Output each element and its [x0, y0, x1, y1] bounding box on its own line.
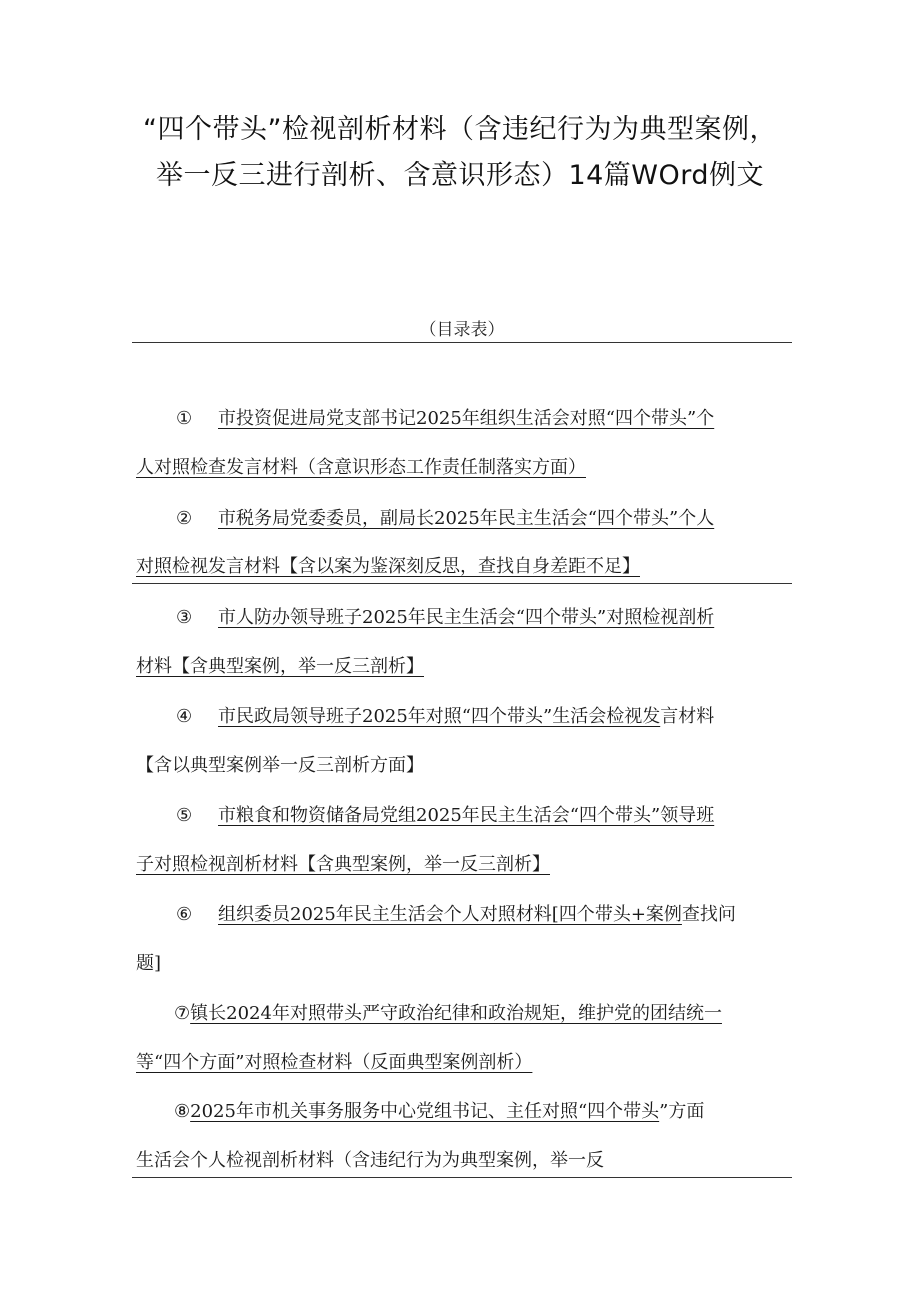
toc-entry-text: 查找问 [681, 904, 736, 925]
section-rule [132, 1177, 792, 1178]
toc-entry-number: ② [176, 508, 193, 529]
toc-entry-1-line-2[interactable] [136, 454, 792, 482]
toc-entry-text: 言材料 [660, 706, 715, 727]
toc-entry-3-line-1[interactable] [136, 604, 792, 632]
section-rule [132, 583, 792, 584]
toc-heading: （目录表） [419, 320, 505, 340]
toc-entry-link[interactable]: 对照检视发言材料【含以案为鉴深刻反思，查找自身差距不足】 [136, 556, 640, 577]
toc-entry-number: ⑧ [174, 1101, 191, 1122]
toc-entry-link[interactable]: 2025年市机关事务服务中心党组书记、主任对照“四个带头 [190, 1101, 660, 1122]
toc-entry-link[interactable]: 市投资促进局党支部书记2025年组织生活会对照“四个带头”个 [218, 408, 715, 429]
toc-entry-number: ① [176, 408, 193, 429]
toc-entry-number: ③ [176, 607, 193, 628]
toc-entry-text: ”方面 [659, 1101, 705, 1122]
toc-entry-4-line-1[interactable] [136, 703, 792, 731]
document-title-line-2: 举一反三进行剖析、含意识形态）14篇WOrd例文 [155, 160, 765, 191]
toc-entry-7-line-1[interactable] [136, 1000, 792, 1028]
toc-entry-8-line-2 [136, 1147, 792, 1175]
toc-entry-link[interactable]: 等“四个方面”对照检查材料（反面典型案例剖析） [136, 1052, 533, 1073]
toc-entry-6-line-2 [136, 950, 792, 978]
toc-entry-7-line-2[interactable] [136, 1049, 792, 1077]
toc-entry-link[interactable]: 子对照检视剖析材料【含典型案例，举一反三剖析】 [136, 854, 550, 875]
toc-entry-link[interactable]: 镇长2024年对照带头严守政治纪律和政治规矩，维护党的团结统一 [190, 1003, 722, 1024]
toc-entry-link[interactable]: 人对照检查发言材料（含意识形态工作责任制落实方面） [136, 457, 586, 478]
document-title-line-1: “四个带头”检视剖析材料（含违纪行为为典型案例， [143, 114, 777, 145]
toc-entry-5-line-1[interactable] [136, 802, 792, 830]
toc-entry-text: 题] [136, 953, 162, 974]
toc-entry-link[interactable]: 材料【含典型案例，举一反三剖析】 [136, 656, 424, 677]
toc-heading-rule [132, 342, 792, 343]
toc-entry-4-line-2 [136, 752, 792, 780]
toc-entry-link[interactable]: 市人防办领导班子2025年民主生活会“四个带头”对照检视剖析 [218, 607, 715, 628]
toc-entry-number: ⑦ [174, 1003, 191, 1024]
toc-entry-link[interactable]: 市税务局党委委员，副局长2025年民主生活会“四个带头”个人 [218, 508, 715, 529]
toc-entry-link[interactable]: 市民政局领导班子2025年对照“四个带头”生活会检视发 [218, 706, 661, 727]
toc-entry-1-line-1[interactable] [136, 405, 792, 433]
toc-entry-number: ④ [176, 706, 193, 727]
toc-entry-3-line-2[interactable] [136, 653, 792, 681]
toc-entry-2-line-2[interactable] [136, 553, 792, 581]
toc-entry-number: ⑤ [176, 805, 193, 826]
toc-entry-text: 生活会个人检视剖析材料（含违纪行为为典型案例，举一反 [136, 1150, 604, 1171]
toc-entry-8-line-1[interactable] [136, 1098, 792, 1126]
toc-entry-link[interactable]: 组织委员2025年民主生活会个人对照材料[四个带头+案例 [218, 904, 682, 925]
toc-entry-number: ⑥ [176, 904, 193, 925]
toc-entry-2-line-1[interactable] [136, 505, 792, 533]
toc-entry-5-line-2[interactable] [136, 851, 792, 879]
toc-entry-link[interactable]: 市粮食和物资储备局党组2025年民主生活会“四个带头”领导班 [218, 805, 715, 826]
toc-entry-6-line-1[interactable] [136, 901, 792, 929]
toc-entry-text: 【含以典型案例举一反三剖析方面】 [136, 755, 424, 776]
